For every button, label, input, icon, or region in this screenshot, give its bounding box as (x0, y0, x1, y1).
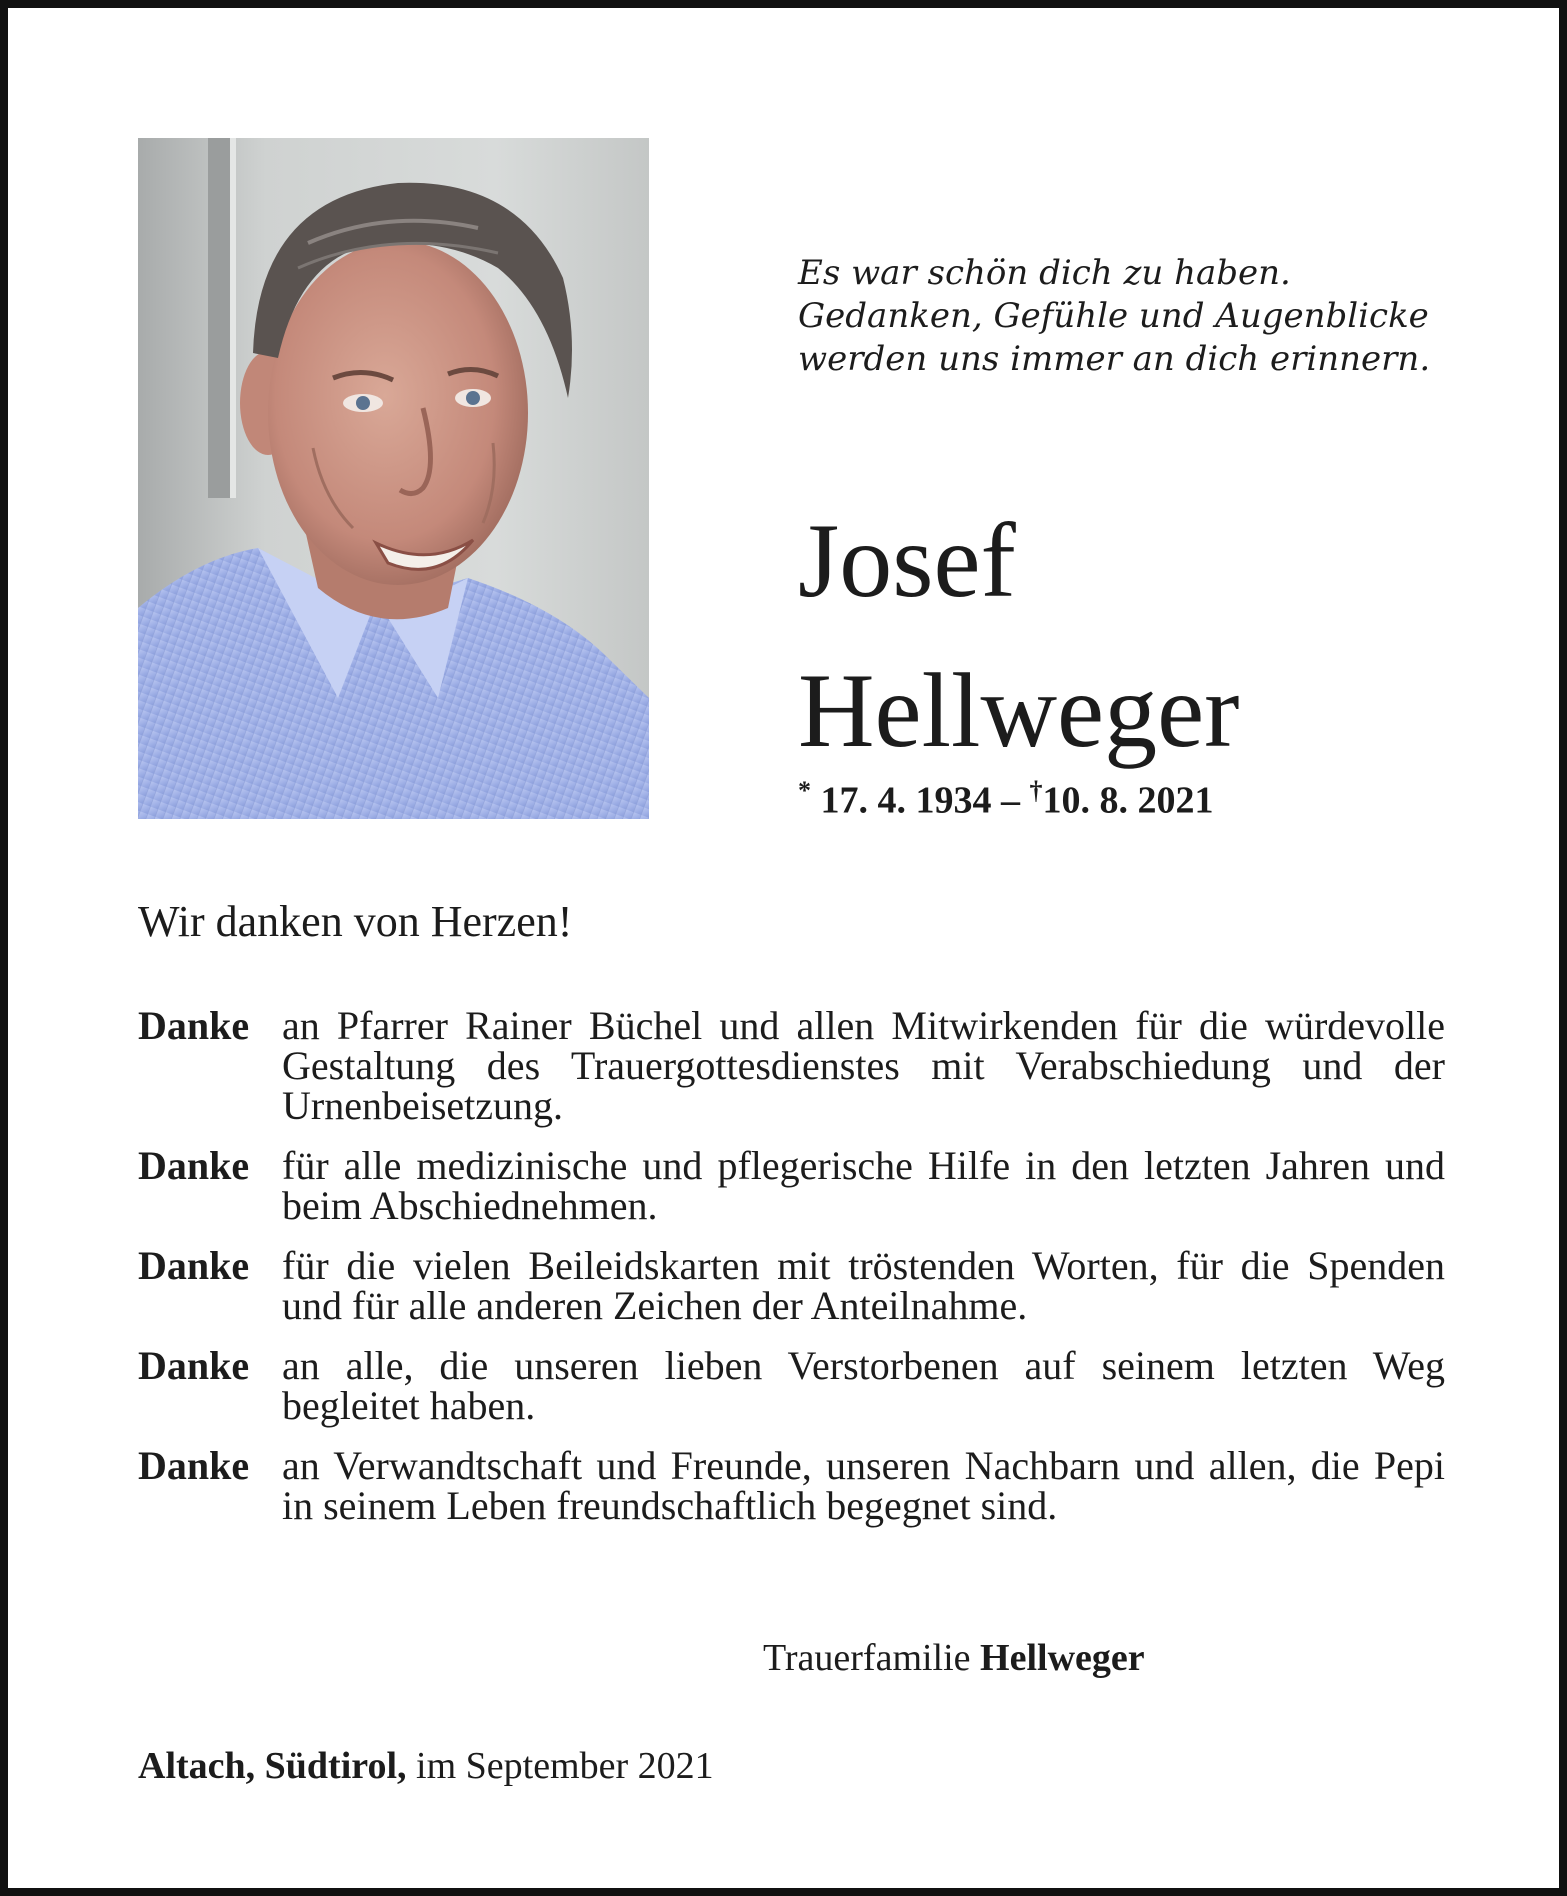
thanks-item (138, 1003, 1445, 1128)
thanks-text: an Pfarrer Rainer Büchel und allen Mitwirkenden für die würdevolle Gestaltung des Trauergottesdienstes mit Verabschiedung und der Urnenbeisetzung. (282, 1003, 1445, 1128)
quote-line: Es war schön dich zu haben. (798, 253, 1291, 293)
thanks-item (138, 1243, 1445, 1328)
portrait-photo (138, 138, 649, 819)
thanks-list (138, 1003, 1445, 1546)
signature-family-name: Hellweger (980, 1637, 1145, 1679)
thanks-keyword: Danke (138, 1343, 250, 1388)
signature-prefix: Trauerfamilie (763, 1637, 971, 1679)
thanks-text: an Verwandtschaft und Freunde, unseren Nachbarn und allen, die Pepi in seinem Leben freundschaftlich begegnet sind. (282, 1443, 1445, 1528)
thanks-item (138, 1143, 1445, 1228)
thanks-keyword: Danke (138, 1443, 250, 1488)
birth-symbol: * (798, 776, 811, 805)
thanks-keyword: Danke (138, 1243, 250, 1288)
life-dates (798, 768, 1518, 824)
death-date: 10. 8. 2021 (1042, 779, 1214, 822)
thanks-text: an alle, die unseren lieben Verstorbenen auf seinem letzten Weg begleitet haben. (282, 1343, 1445, 1428)
family-signature (763, 1635, 1145, 1681)
date-separator: – (1001, 779, 1020, 822)
memorial-quote (798, 252, 1518, 381)
thanks-item (138, 1443, 1445, 1528)
last-name: Hellweger (798, 652, 1240, 769)
thanks-keyword: Danke (138, 1003, 250, 1048)
death-symbol: † (1029, 776, 1043, 805)
place-and-date (138, 1743, 714, 1789)
place-date: im September 2021 (416, 1745, 714, 1787)
portrait-illustration (138, 138, 649, 819)
thanks-text: für alle medizinische und pflegerische Hilfe in den letzten Jahren und beim Abschiednehmen. (282, 1143, 1445, 1228)
quote-line: werden uns immer an dich erinnern. (798, 339, 1431, 379)
thanks-heading: Wir danken von Herzen! (138, 897, 573, 946)
thanks-keyword: Danke (138, 1143, 250, 1188)
deceased-name (798, 486, 1518, 786)
birth-date: 17. 4. 1934 (820, 779, 992, 822)
thanks-item (138, 1343, 1445, 1428)
first-name: Josef (798, 502, 1016, 619)
quote-line: Gedanken, Gefühle und Augenblicke (798, 296, 1429, 336)
place-location: Altach, Südtirol, (138, 1745, 407, 1787)
thanks-text: für die vielen Beileidskarten mit tröstenden Worten, für die Spenden und für alle anderen Zeichen der Anteilnahme. (282, 1243, 1445, 1328)
